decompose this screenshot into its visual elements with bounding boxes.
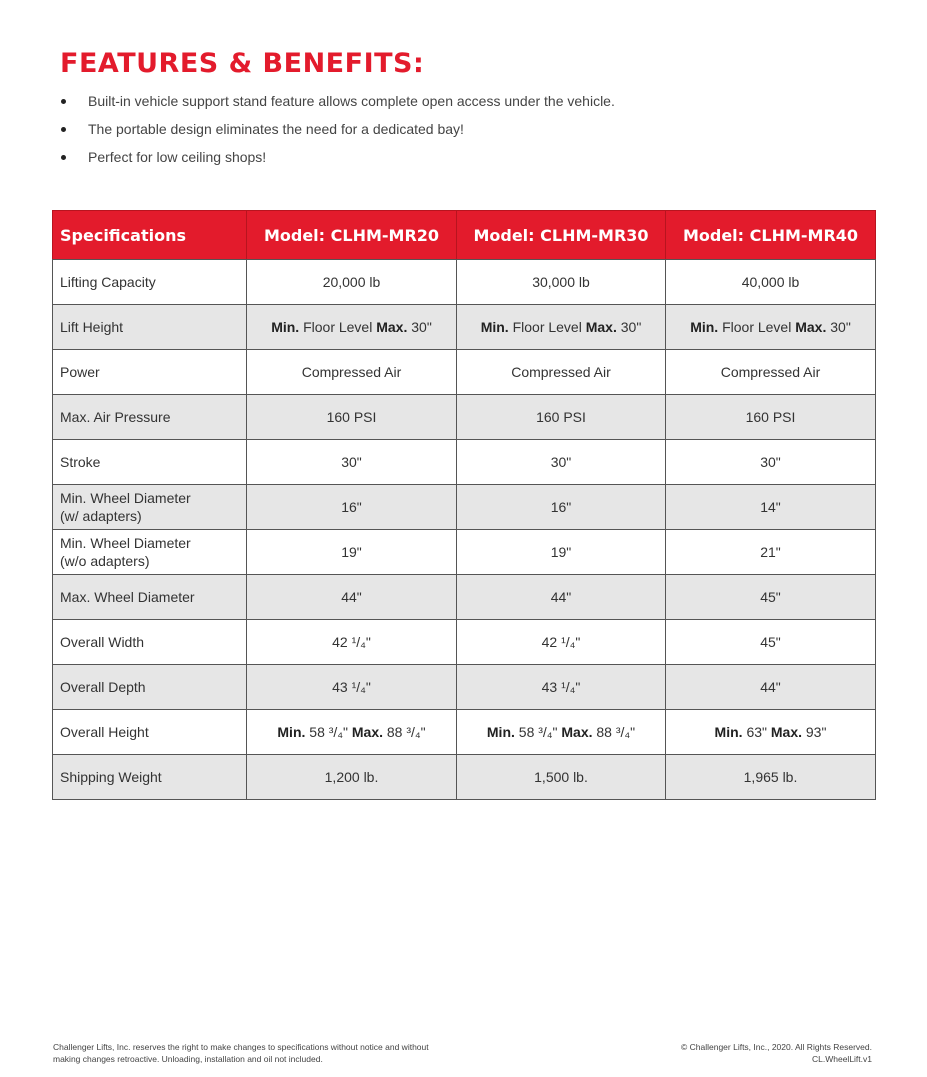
row-label: Stroke [53, 440, 247, 485]
cell-value: 43 ¹/₄" [457, 665, 666, 710]
cell-value: 45" [666, 620, 876, 665]
feature-item [60, 90, 615, 118]
cell-value: 44" [666, 665, 876, 710]
cell-value: Min. Floor Level Max. 30" [457, 305, 666, 350]
row-label: Max. Wheel Diameter [53, 575, 247, 620]
row-label: Max. Air Pressure [53, 395, 247, 440]
document-code: CL.WheelLift.v1 [812, 1054, 872, 1064]
feature-text: Built-in vehicle support stand feature allows complete open access under the vehicle. [88, 93, 615, 109]
cell-value: Min. 58 ³/₄" Max. 88 ³/₄" [247, 710, 457, 755]
bullet-icon [61, 99, 66, 104]
table-row-min-wheel-diameter-without-adapters [53, 530, 876, 575]
feature-text: Perfect for low ceiling shops! [88, 149, 267, 165]
footer-disclaimer: Challenger Lifts, Inc. reserves the right to make changes to specifications without notice and without making changes retroactive. Unloading, installation and oil not included. [53, 1042, 429, 1064]
cell-value: 1,200 lb. [247, 755, 457, 800]
cell-value: 160 PSI [457, 395, 666, 440]
row-label: Overall Width [53, 620, 247, 665]
header-model-mr40: Model: CLHM-MR40 [666, 211, 876, 260]
cell-value: 16" [457, 485, 666, 530]
table-row-power [53, 350, 876, 395]
cell-value: 44" [457, 575, 666, 620]
cell-value: 1,500 lb. [457, 755, 666, 800]
table-row-lifting-capacity [53, 260, 876, 305]
cell-value: 14" [666, 485, 876, 530]
bullet-icon [61, 155, 66, 160]
features-list [60, 90, 615, 174]
feature-item [60, 146, 615, 174]
table-row-lift-height [53, 305, 876, 350]
cell-value: Min. Floor Level Max. 30" [666, 305, 876, 350]
cell-value: 45" [666, 575, 876, 620]
cell-value: 160 PSI [666, 395, 876, 440]
cell-value: 30,000 lb [457, 260, 666, 305]
header-model-mr20: Model: CLHM-MR20 [247, 211, 457, 260]
cell-value: 40,000 lb [666, 260, 876, 305]
row-label: Overall Height [53, 710, 247, 755]
table-row-max-wheel-diameter [53, 575, 876, 620]
cell-value: 1,965 lb. [666, 755, 876, 800]
table-row-stroke [53, 440, 876, 485]
cell-value: 30" [457, 440, 666, 485]
cell-value: Min. Floor Level Max. 30" [247, 305, 457, 350]
row-label: Shipping Weight [53, 755, 247, 800]
table-row-overall-height [53, 710, 876, 755]
cell-value: 44" [247, 575, 457, 620]
feature-text: The portable design eliminates the need for a dedicated bay! [88, 121, 464, 137]
table-row-overall-depth [53, 665, 876, 710]
specifications-table [52, 210, 876, 800]
table-row-min-wheel-diameter-with-adapters [53, 485, 876, 530]
cell-value: 19" [457, 530, 666, 575]
cell-value: 160 PSI [247, 395, 457, 440]
cell-value: 30" [247, 440, 457, 485]
row-label: Power [53, 350, 247, 395]
row-label: Min. Wheel Diameter (w/ adapters) [53, 485, 247, 530]
cell-value: 42 ¹/₄" [247, 620, 457, 665]
cell-value: 42 ¹/₄" [457, 620, 666, 665]
table-header-row [53, 211, 876, 260]
row-label: Min. Wheel Diameter (w/o adapters) [53, 530, 247, 575]
header-model-mr30: Model: CLHM-MR30 [457, 211, 666, 260]
footer-copyright: © Challenger Lifts, Inc., 2020. All Rights Reserved. CL.WheelLift.v1 [681, 1042, 872, 1064]
cell-value: 43 ¹/₄" [247, 665, 457, 710]
table-row-shipping-weight [53, 755, 876, 800]
cell-value: 30" [666, 440, 876, 485]
feature-item [60, 118, 615, 146]
cell-value: 19" [247, 530, 457, 575]
cell-value: 20,000 lb [247, 260, 457, 305]
cell-value: Min. 63" Max. 93" [666, 710, 876, 755]
bullet-icon [61, 127, 66, 132]
row-label: Overall Depth [53, 665, 247, 710]
cell-value: Min. 58 ³/₄" Max. 88 ³/₄" [457, 710, 666, 755]
row-label: Lift Height [53, 305, 247, 350]
cell-value: 21" [666, 530, 876, 575]
cell-value: Compressed Air [457, 350, 666, 395]
cell-value: Compressed Air [247, 350, 457, 395]
cell-value: Compressed Air [666, 350, 876, 395]
row-label: Lifting Capacity [53, 260, 247, 305]
table-row-overall-width [53, 620, 876, 665]
header-specifications: Specifications [53, 211, 247, 260]
features-title: FEATURES & BENEFITS: [60, 48, 425, 79]
table-row-max-air-pressure [53, 395, 876, 440]
cell-value: 16" [247, 485, 457, 530]
